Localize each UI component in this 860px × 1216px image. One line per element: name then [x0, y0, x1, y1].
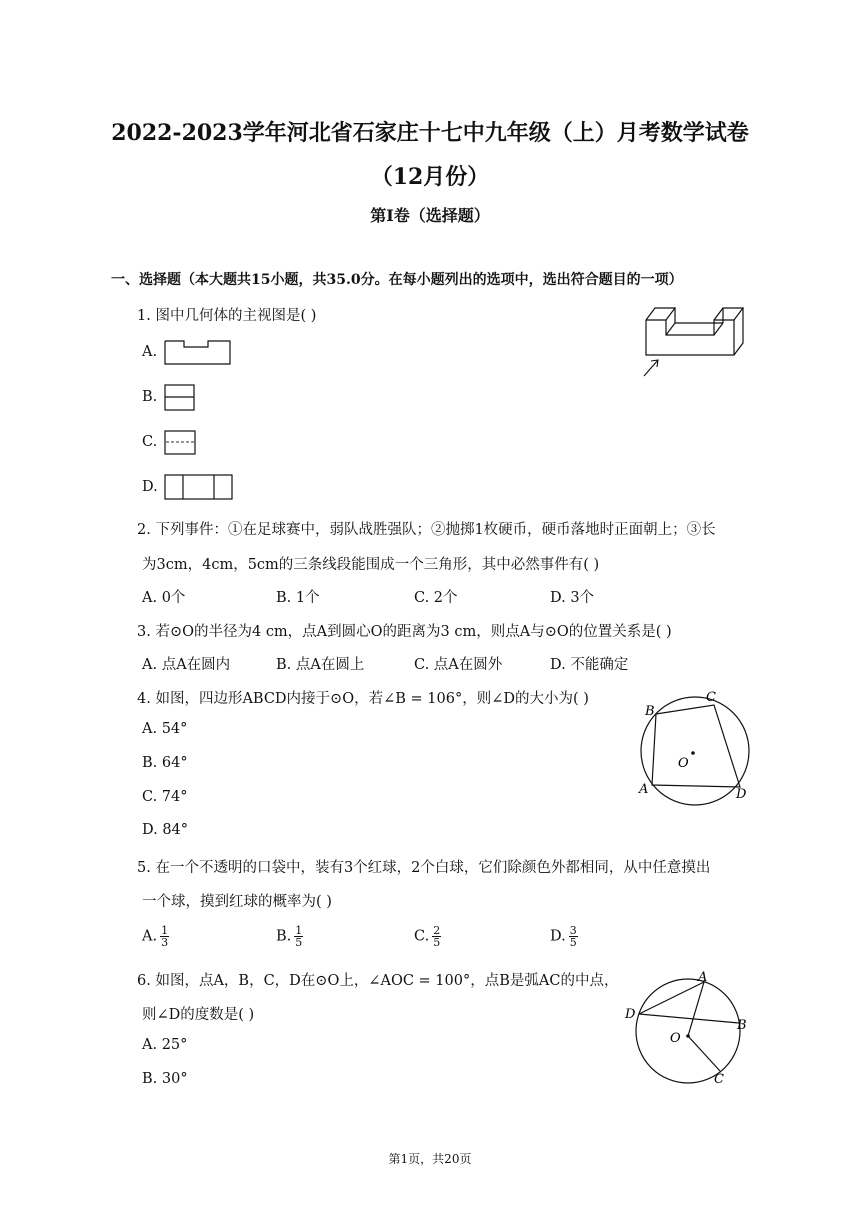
q4-option-c: C. 74°: [142, 789, 188, 805]
exam-title-month: （12月份）: [370, 164, 490, 190]
q3-option-b: B. 点A在圆上: [276, 657, 365, 673]
exam-title: 2022-2023学年河北省石家庄十七中九年级（上）月考数学试卷: [111, 120, 749, 146]
q4-option-a: A. 54°: [142, 721, 188, 737]
q5-option-c-label: C.: [414, 928, 430, 945]
q5-option-c-fraction: $\frac{2}{5}$: [433, 924, 441, 949]
q5-stem-line2: 一个球，摸到红球的概率为( ): [142, 894, 332, 910]
q2-stem-line1: 2. 下列事件：①在足球赛中，弱队战胜强队；②抛掷1枚硬币，硬币落地时正面朝上；③长: [137, 522, 716, 538]
q1-option-b-label: B.: [142, 389, 158, 405]
q1-option-c-figure: [164, 430, 197, 456]
q5-option-a: [142, 925, 169, 948]
q3-option-a: A. 点A在圆内: [142, 657, 231, 673]
q4-label-b: B: [645, 704, 655, 719]
q5-option-a-fraction: $\frac{1}{3}$: [161, 924, 169, 949]
q4-stem: 4. 如图，四边形ABCD内接于⊙O，若∠B = 106°，则∠D的大小为( ): [137, 691, 589, 707]
q3-option-d: D. 不能确定: [550, 657, 629, 673]
q4-label-o: O: [678, 756, 689, 771]
q4-circle-figure: [632, 686, 754, 808]
q1-option-c-label: C.: [142, 434, 158, 450]
q6-option-a: A. 25°: [142, 1037, 188, 1053]
q2-option-a: A. 0个: [142, 590, 186, 606]
q6-circle: [636, 979, 740, 1083]
q2-option-d: D. 3个: [550, 590, 595, 606]
q6-stem-line2: 则∠D的度数是( ): [142, 1007, 255, 1023]
q6-label-o: O: [670, 1031, 681, 1046]
q6-center-point: [686, 1034, 690, 1038]
q4-option-d: D. 84°: [142, 822, 189, 838]
q6-option-b: B. 30°: [142, 1071, 188, 1087]
q6-label-b: B: [737, 1018, 747, 1033]
q1-solid-figure: [640, 300, 755, 382]
q4-circle: [641, 697, 749, 805]
q1-option-a-label: A.: [142, 344, 158, 360]
q1-option-d-label: D.: [142, 479, 158, 495]
q3-stem: 3. 若⊙O的半径为4 cm，点A到圆心O的距离为3 cm，则点A与⊙O的位置关系是( ): [137, 624, 672, 640]
q5-option-a-label: A.: [142, 928, 158, 945]
q5-option-c: [414, 925, 441, 948]
q6-circle-figure: [622, 966, 754, 1088]
q1-stem: 1. 图中几何体的主视图是( ): [137, 308, 317, 324]
q4-label-a: A: [639, 782, 649, 797]
volume-heading: 第I卷（选择题）: [370, 206, 490, 225]
page-footer: 第1页，共20页: [388, 1152, 472, 1166]
q6-stem-line1: 6. 如图，点A，B，C，D在⊙O上，∠AOC = 100°，点B是弧AC的中点，: [137, 973, 619, 989]
q5-option-d-label: D.: [550, 928, 566, 945]
q2-stem-line2: 为3cm，4cm，5cm的三条线段能围成一个三角形，其中必然事件有( ): [142, 557, 600, 573]
q6-label-d: D: [625, 1007, 636, 1022]
q1-option-a-figure: [164, 340, 232, 366]
q4-quadrilateral: [652, 705, 740, 787]
q4-label-d: D: [736, 787, 747, 802]
q4-option-b: B. 64°: [142, 755, 188, 771]
q1-option-d-figure: [164, 474, 234, 501]
q2-option-b: B. 1个: [276, 590, 320, 606]
q5-option-d-fraction: $\frac{3}{5}$: [569, 924, 577, 949]
q5-option-d: [550, 925, 578, 948]
q4-label-c: C: [706, 690, 716, 705]
q6-label-c: C: [714, 1072, 724, 1087]
q5-option-b: [276, 925, 303, 948]
section-heading: 一、选择题（本大题共15小题，共35.0分。在每小题列出的选项中，选出符合题目的一项）: [111, 272, 683, 288]
q5-stem-line1: 5. 在一个不透明的口袋中，装有3个红球，2个白球，它们除颜色外都相同，从中任意摸出: [137, 860, 711, 876]
q4-center-point: [691, 751, 695, 755]
q5-option-b-label: B.: [276, 928, 292, 945]
q1-option-b-figure: [164, 384, 196, 412]
q2-option-c: C. 2个: [414, 590, 458, 606]
q5-option-b-fraction: $\frac{1}{5}$: [295, 924, 303, 949]
q6-label-a: A: [698, 970, 708, 985]
q3-option-c: C. 点A在圆外: [414, 657, 503, 673]
